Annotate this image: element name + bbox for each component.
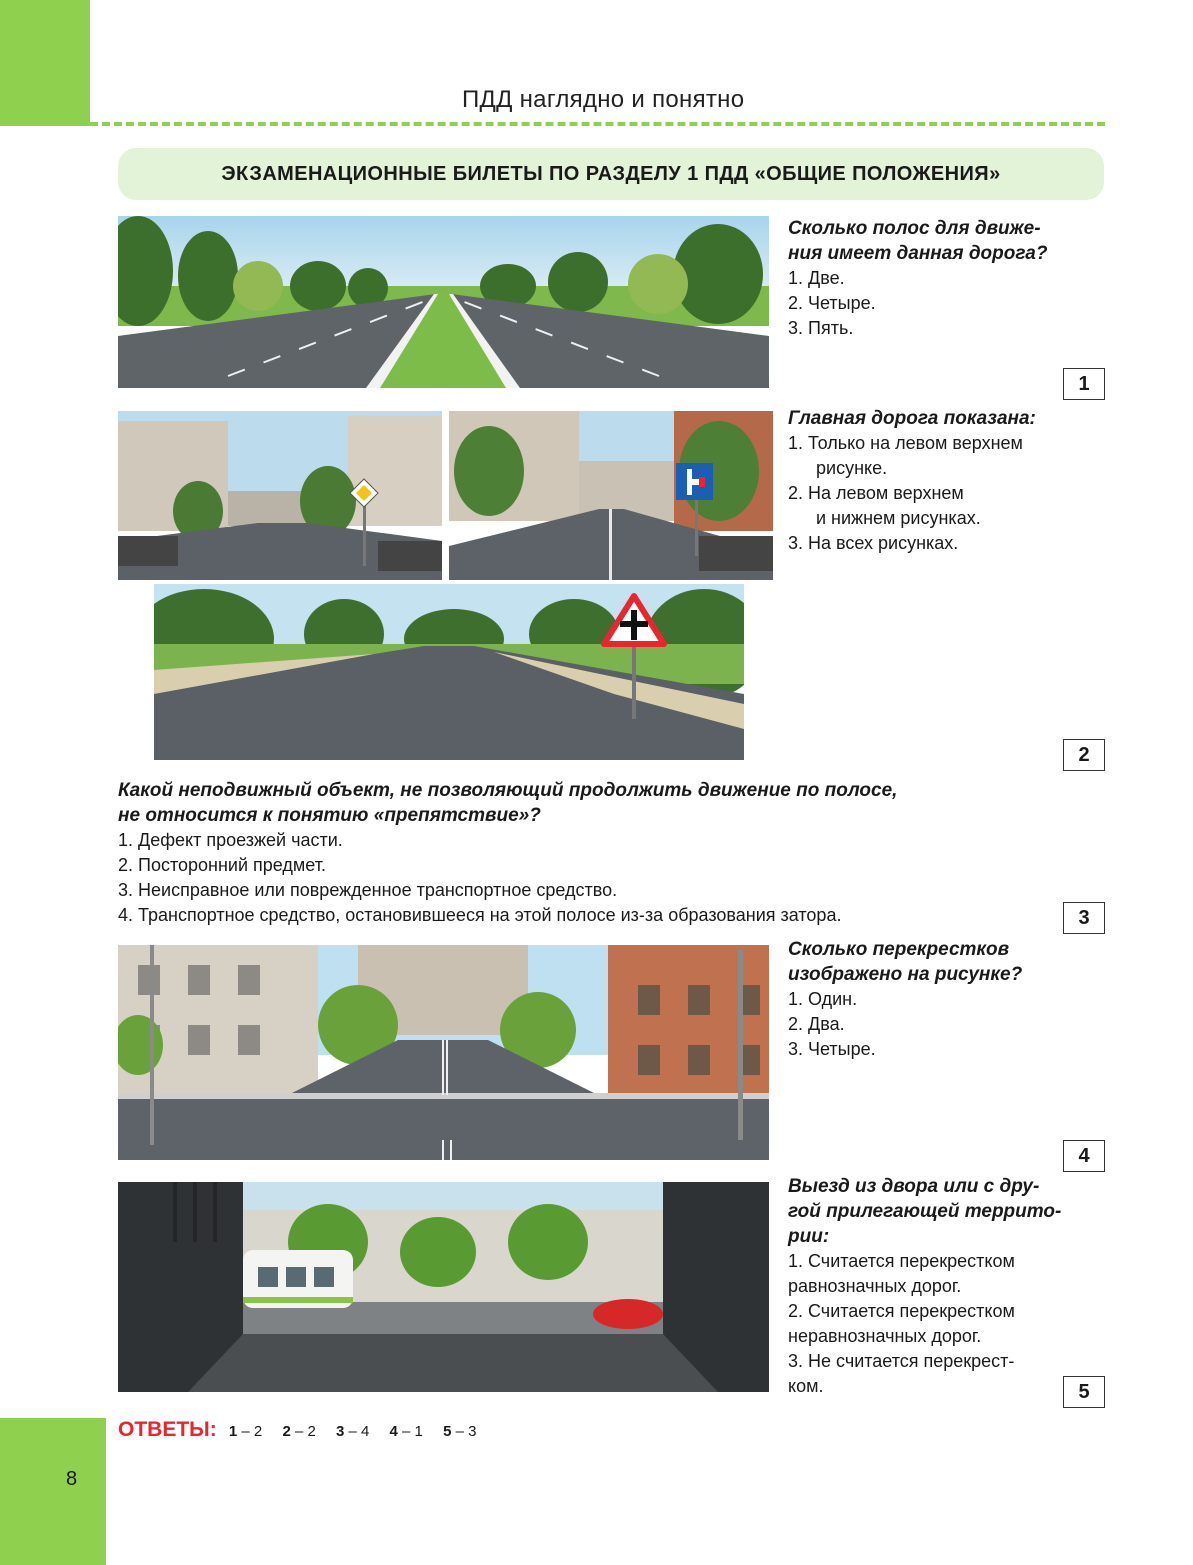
ticket-5-option-3-cont: ком. bbox=[788, 1376, 824, 1396]
ticket-1-option-2: 2. Четыре. bbox=[788, 293, 876, 313]
ticket-number-2: 2 bbox=[1063, 739, 1105, 771]
ticket-3-option-2: 2. Посторонний предмет. bbox=[118, 855, 326, 875]
ticket-5-option-2: 2. Считается перекрестком bbox=[788, 1301, 1015, 1321]
ticket-2-option-1: 1. Только на левом верхнем bbox=[788, 433, 1023, 453]
answer-question-number: 1 bbox=[228, 1423, 238, 1440]
ticket-4-question: Сколько перекрестков изображено на рисунке? bbox=[788, 939, 1023, 985]
answer-value: – 3 bbox=[455, 1423, 477, 1440]
book-title: ПДД наглядно и понятно bbox=[462, 86, 745, 113]
ticket-2-option-2: 2. На левом верхнем bbox=[788, 483, 964, 503]
answer-question-number: 3 bbox=[335, 1423, 345, 1440]
intersection-image bbox=[118, 945, 769, 1160]
answers-line bbox=[118, 1418, 492, 1442]
header-dashed-divider bbox=[90, 122, 1105, 126]
answer-item bbox=[390, 1423, 423, 1440]
green-corner-tab-bottom bbox=[0, 1418, 106, 1565]
dead-end-sign-image bbox=[449, 411, 773, 580]
answer-item bbox=[443, 1423, 476, 1440]
answer-value: – 1 bbox=[402, 1423, 423, 1440]
answer-question-number: 2 bbox=[282, 1423, 291, 1440]
answer-value: – 2 bbox=[294, 1423, 316, 1440]
page-number: 8 bbox=[66, 1468, 78, 1490]
ticket-5-option-1-cont: равнозначных дорог. bbox=[788, 1276, 962, 1296]
ticket-5-option-1: 1. Считается перекрестком bbox=[788, 1251, 1015, 1271]
ticket-2-option-2-cont: и нижнем рисунках. bbox=[816, 508, 981, 528]
crossroad-warning-sign-image bbox=[154, 584, 744, 760]
ticket-1-option-1: 1. Две. bbox=[788, 268, 845, 288]
section-title: ЭКЗАМЕНАЦИОННЫЕ БИЛЕТЫ ПО РАЗДЕЛУ 1 ПДД «ОБЩИЕ ПОЛОЖЕНИЯ» bbox=[221, 162, 1001, 185]
ticket-3-option-4: 4. Транспортное средство, остановившееся на этой полосе из-за образования затора. bbox=[118, 905, 842, 925]
answers-label: ОТВЕТЫ: bbox=[118, 1418, 217, 1441]
answer-item bbox=[229, 1423, 262, 1440]
road-four-lanes-image bbox=[118, 216, 769, 388]
answer-question-number: 5 bbox=[443, 1423, 452, 1440]
ticket-number-5: 5 bbox=[1063, 1376, 1105, 1408]
ticket-2-option-1-cont: рисунке. bbox=[816, 458, 888, 478]
ticket-2-question: Главная дорога показана: bbox=[788, 408, 1036, 429]
answer-value: – 2 bbox=[241, 1423, 263, 1440]
ticket-3-option-1: 1. Дефект проезжей части. bbox=[118, 830, 343, 850]
ticket-2-option-3: 3. На всех рисунках. bbox=[788, 533, 959, 553]
ticket-5-option-2-cont: неравнозначных дорог. bbox=[788, 1326, 982, 1346]
courtyard-exit-image bbox=[118, 1182, 769, 1392]
ticket-5-question: Выезд из двора или с дру- гой прилегающей террито- рии: bbox=[788, 1176, 1062, 1247]
ticket-3-question: Какой неподвижный объект, не позволяющий продолжить движение по полосе, не относится к понятию «препятствие»? bbox=[118, 780, 898, 826]
ticket-number-4: 4 bbox=[1063, 1140, 1105, 1172]
answer-item bbox=[336, 1423, 369, 1440]
ticket-4-option-1: 1. Один. bbox=[788, 989, 858, 1009]
ticket-number-1: 1 bbox=[1063, 368, 1105, 400]
section-banner bbox=[118, 148, 1104, 200]
answer-question-number: 4 bbox=[389, 1423, 398, 1440]
ticket-1-option-3: 3. Пять. bbox=[788, 318, 854, 338]
answer-value: – 4 bbox=[348, 1423, 370, 1440]
ticket-4-option-2: 2. Два. bbox=[788, 1014, 845, 1034]
answer-item bbox=[282, 1423, 315, 1440]
main-road-sign-image bbox=[118, 411, 442, 580]
ticket-number-3: 3 bbox=[1063, 902, 1105, 934]
ticket-5-option-3: 3. Не считается перекрест- bbox=[788, 1351, 1015, 1371]
ticket-1-question: Сколько полос для движе- ния имеет данная дорога? bbox=[788, 218, 1048, 264]
ticket-4-option-3: 3. Четыре. bbox=[788, 1039, 876, 1059]
ticket-3-option-3: 3. Неисправное или поврежденное транспортное средство. bbox=[118, 880, 618, 900]
green-corner-tab-top bbox=[0, 0, 90, 126]
